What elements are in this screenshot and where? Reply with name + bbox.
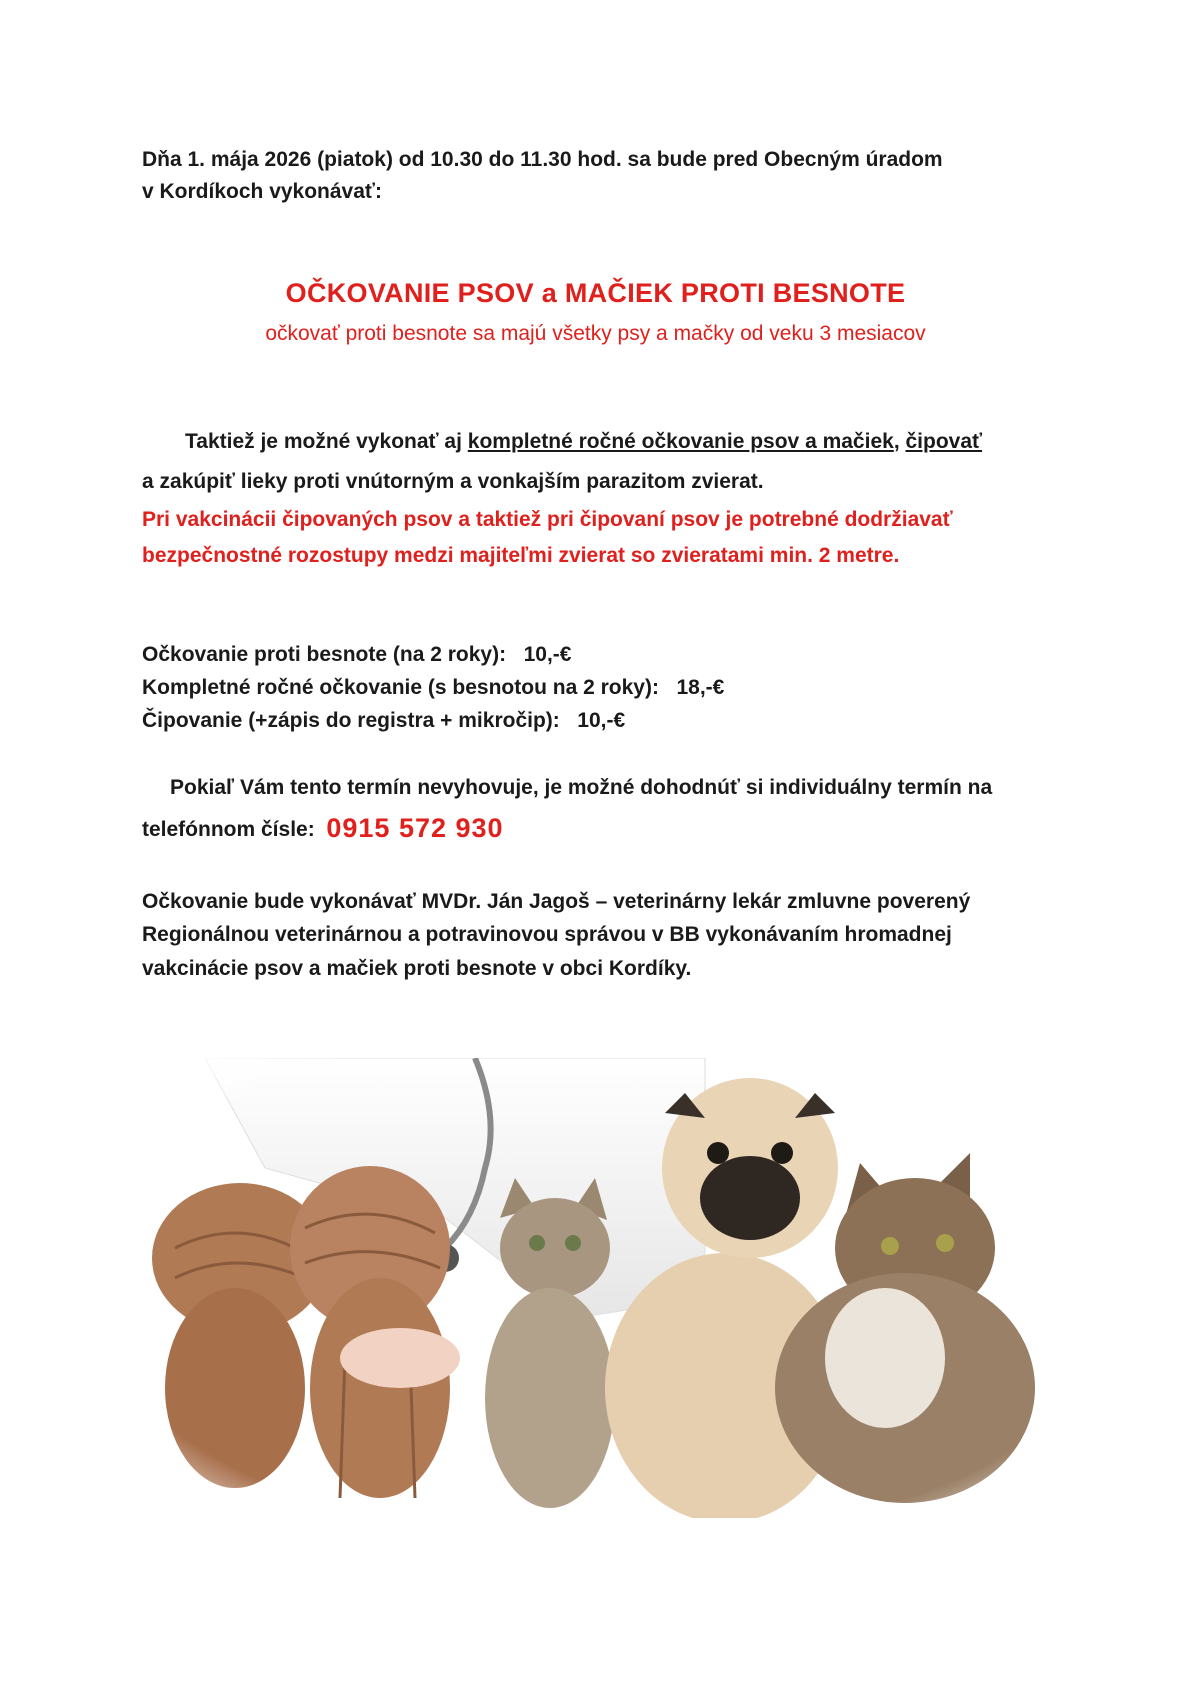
pets-illustration xyxy=(145,1058,1070,1518)
phone-number: 0915 572 930 xyxy=(326,813,504,843)
vet-line-2: Regionálnou veterinárnou a potravinovou správou v BB vykonávaním hromadnej xyxy=(142,923,952,946)
service-cats: a mačiek xyxy=(805,430,894,453)
price-value: 10,-€ xyxy=(523,643,572,666)
price-row xyxy=(142,638,571,671)
intro-line-1: Dňa 1. mája 2026 (piatok) od 10.30 do 11.30 hod. sa bude pred Obecným úradom xyxy=(142,148,943,171)
vet-line-3: vakcinácie psov a mačiek proti besnote v obci Kordíky. xyxy=(142,957,692,980)
page-title: OČKOVANIE PSOV a MAČIEK PROTI BESNOTE xyxy=(285,278,906,308)
price-label: Čipovanie (+zápis do registra + mikročip): xyxy=(142,709,560,732)
services-line-1 xyxy=(185,425,982,458)
page-subtitle: očkovať proti besnote sa majú všetky psy a mačky od veku 3 mesiacov xyxy=(265,322,926,345)
contact-line-1: Pokiaľ Vám tento termín nevyhovuje, je možné dohodnúť si individuálny termín na xyxy=(170,776,993,799)
price-row xyxy=(142,704,625,737)
services-line-2: a zakúpiť lieky proti vnútorným a vonkajším parazitom zvierat. xyxy=(142,470,764,493)
price-value: 10,-€ xyxy=(577,709,626,732)
vet-line-1: Očkovanie bude vykonávať MVDr. Ján Jagoš – veterinárny lekár zmluvne poverený xyxy=(142,890,971,913)
warning-line-2: bezpečnostné rozostupy medzi majiteľmi zvierat so zvieratami min. 2 metre. xyxy=(142,544,900,567)
contact-line-2 xyxy=(142,812,504,846)
services-comma: , xyxy=(893,430,906,453)
service-annual-vaccination: kompletné ročné očkovanie psov xyxy=(467,430,806,453)
price-row xyxy=(142,671,724,704)
contact-prefix: telefónnom čísle: xyxy=(142,818,315,841)
service-chipping: čipovať xyxy=(905,430,983,453)
intro-line-2: v Kordíkoch vykonávať: xyxy=(142,180,382,203)
pets-photo xyxy=(145,1058,1070,1518)
services-prefix: Taktiež je možné vykonať aj xyxy=(185,430,468,453)
warning-line-1: Pri vakcinácii čipovaných psov a taktiež pri čipovaní psov je potrebné dodržiavať xyxy=(142,508,953,531)
price-label: Očkovanie proti besnote (na 2 roky): xyxy=(142,643,507,666)
price-label: Kompletné ročné očkovanie (s besnotou na 2 roky): xyxy=(142,676,659,699)
price-value: 18,-€ xyxy=(676,676,725,699)
